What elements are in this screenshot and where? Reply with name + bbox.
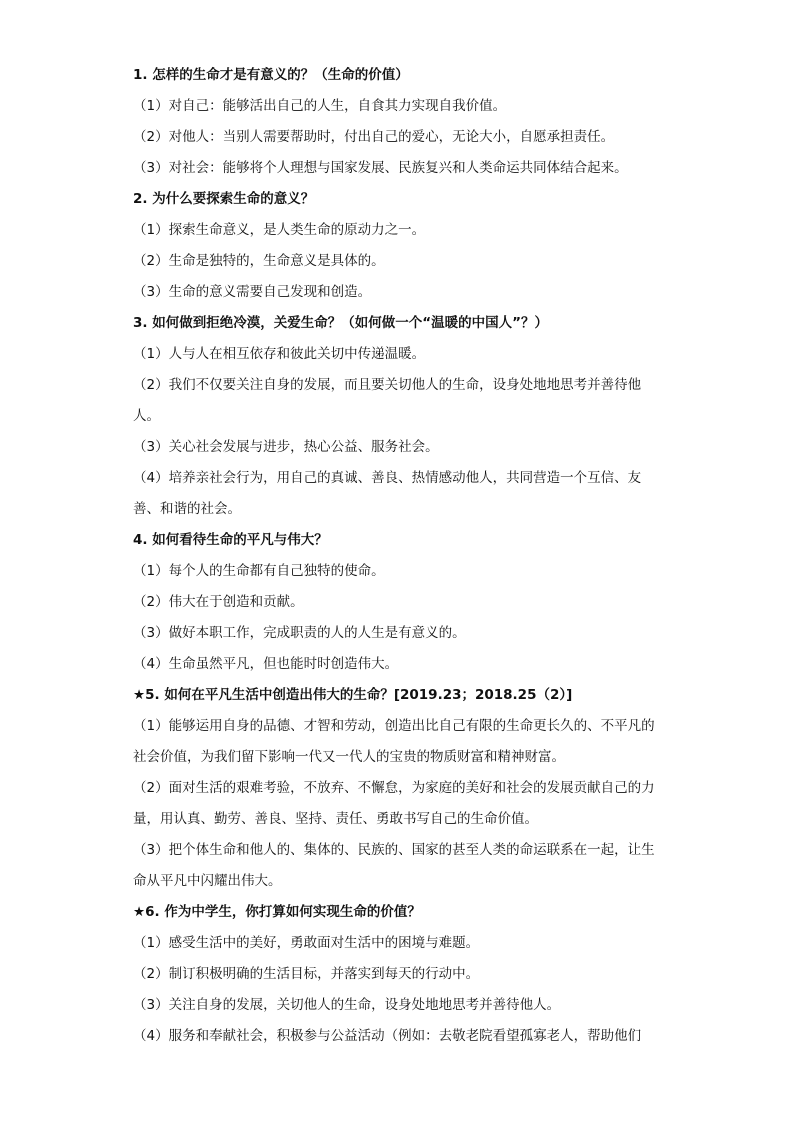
- document-body: [133, 60, 665, 1052]
- question-block-2: [133, 184, 665, 308]
- question-block-4: [133, 525, 665, 680]
- answer-line: （3）做好本职工作，完成职责的人的人生是有意义的。: [133, 625, 466, 641]
- answer-line: （3）把个体生命和他人的、集体的、民族的、国家的甚至人类的命运联系在一起，让生命从平凡中闪耀出伟大。: [133, 842, 655, 889]
- answer-line: （2）制订积极明确的生活目标，并落实到每天的行动中。: [133, 966, 480, 982]
- question-block-5: [133, 680, 665, 897]
- answer-line: （2）面对生活的艰难考验，不放弃、不懈怠，为家庭的美好和社会的发展贡献自己的力量，用认真、勤劳、善良、坚持、责任、勇敢书写自己的生命价值。: [133, 780, 655, 827]
- answer-line: （3）关注自身的发展，关切他人的生命，设身处地地思考并善待他人。: [133, 997, 561, 1013]
- question-title: 1. 怎样的生命才是有意义的？（生命的价值）: [133, 67, 409, 83]
- question-title: ★5. 如何在平凡生活中创造出伟大的生命？[2019.23；2018.25（2）]: [133, 687, 573, 703]
- answer-line: （3）对社会：能够将个人理想与国家发展、民族复兴和人类命运共同体结合起来。: [133, 160, 628, 176]
- answer-line: （4）生命虽然平凡，但也能时时创造伟大。: [133, 656, 399, 672]
- answer-line: （4）培养亲社会行为，用自己的真诚、善良、热情感动他人，共同营造一个互信、友善、和谐的社会。: [133, 470, 642, 517]
- question-title: 2. 为什么要探索生命的意义？: [133, 191, 315, 207]
- answer-line: （1）能够运用自身的品德、才智和劳动，创造出比自己有限的生命更长久的、不平凡的社会价值，为我们留下影响一代又一代人的宝贵的物质财富和精神财富。: [133, 718, 655, 765]
- answer-line: （1）每个人的生命都有自己独特的使命。: [133, 563, 385, 579]
- question-block-6: [133, 897, 665, 1052]
- question-title: 4. 如何看待生命的平凡与伟大？: [133, 532, 328, 548]
- answer-line: （1）探索生命意义，是人类生命的原动力之一。: [133, 222, 426, 238]
- answer-line: （1）人与人在相互依存和彼此关切中传递温暖。: [133, 346, 426, 362]
- answer-line: （3）生命的意义需要自己发现和创造。: [133, 284, 372, 300]
- answer-line: （2）对他人：当别人需要帮助时，付出自己的爱心，无论大小，自愿承担责任。: [133, 129, 615, 145]
- question-block-3: [133, 308, 665, 525]
- answer-line: （1）对自己：能够活出自己的人生，自食其力实现自我价值。: [133, 98, 507, 114]
- answer-line: （4）服务和奉献社会，积极参与公益活动（例如：去敬老院看望孤寡老人，帮助他们: [133, 1028, 642, 1044]
- answer-line: （1）感受生活中的美好，勇敢面对生活中的困境与难题。: [133, 935, 480, 951]
- question-title: 3. 如何做到拒绝冷漠，关爱生命？（如何做一个“温暖的中国人”？）: [133, 315, 548, 331]
- question-title: ★6. 作为中学生，你打算如何实现生命的价值？: [133, 904, 421, 920]
- answer-line: （3）关心社会发展与进步，热心公益、服务社会。: [133, 439, 439, 455]
- question-block-1: [133, 60, 665, 184]
- answer-line: （2）伟大在于创造和贡献。: [133, 594, 304, 610]
- answer-line: （2）生命是独特的，生命意义是具体的。: [133, 253, 385, 269]
- answer-line: （2）我们不仅要关注自身的发展，而且要关切他人的生命，设身处地地思考并善待他人。: [133, 377, 642, 424]
